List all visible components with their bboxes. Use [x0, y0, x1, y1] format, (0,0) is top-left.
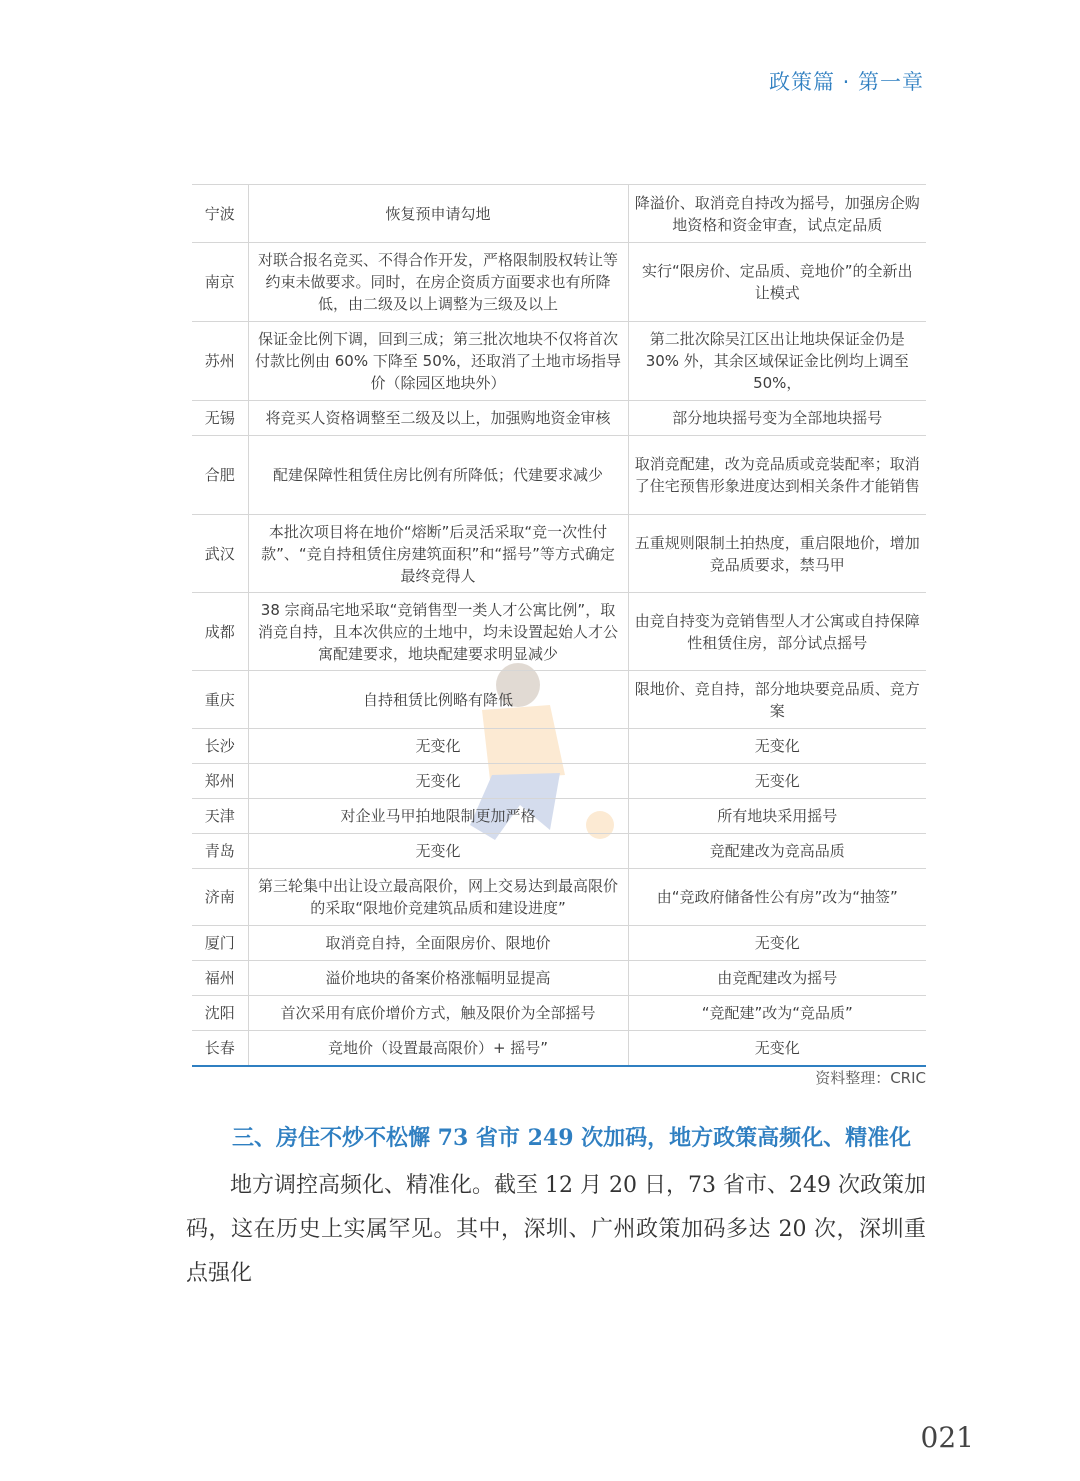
body-paragraph — [186, 1164, 926, 1296]
table-row — [192, 515, 926, 593]
rule-cell: 降溢价、取消竞自持改为摇号，加强房企购地资格和资金审查，试点定品质 — [628, 185, 926, 243]
city-cell: 苏州 — [192, 322, 248, 401]
rule-cell: 所有地块采用摇号 — [628, 799, 926, 834]
rule-cell: 五重规则限制土拍热度，重启限地价，增加竞品质要求，禁马甲 — [628, 515, 926, 593]
city-cell: 青岛 — [192, 834, 248, 869]
rule-cell: 竞配建改为竞高品质 — [628, 834, 926, 869]
change-cell: 对联合报名竞买、不得合作开发，严格限制股权转让等约束未做要求。同时，在房企资质方面要求也有所降低，由二级及以上调整为三级及以上 — [248, 243, 628, 322]
land-policy-table — [192, 184, 926, 1067]
change-cell: 竞地价（设置最高限价）+ 摇号” — [248, 1031, 628, 1066]
table-row — [192, 322, 926, 401]
rule-cell: 无变化 — [628, 729, 926, 764]
table-row — [192, 799, 926, 834]
table-row — [192, 243, 926, 322]
change-cell: 第三轮集中出让设立最高限价，网上交易达到最高限价的采取“限地价竞建筑品质和建设进度” — [248, 869, 628, 926]
chapter-header: 政策篇 · 第一章 — [768, 70, 924, 94]
city-cell: 厦门 — [192, 926, 248, 961]
change-cell: 溢价地块的备案价格涨幅明显提高 — [248, 961, 628, 996]
table-row — [192, 869, 926, 926]
change-cell: 取消竞自持，全面限房价、限地价 — [248, 926, 628, 961]
table-row — [192, 671, 926, 729]
table-source-note: 资料整理：CRIC — [815, 1069, 926, 1087]
table-row — [192, 185, 926, 243]
change-cell: 无变化 — [248, 834, 628, 869]
city-cell: 无锡 — [192, 401, 248, 436]
change-cell: 无变化 — [248, 764, 628, 799]
table-row — [192, 961, 926, 996]
city-cell: 福州 — [192, 961, 248, 996]
table-row — [192, 401, 926, 436]
rule-cell: 第二批次除吴江区出让地块保证金仍是 30% 外，其余区域保证金比例均上调至 50%， — [628, 322, 926, 401]
city-cell: 成都 — [192, 593, 248, 671]
city-cell: 济南 — [192, 869, 248, 926]
city-cell: 武汉 — [192, 515, 248, 593]
table-row — [192, 834, 926, 869]
rule-cell: 无变化 — [628, 1031, 926, 1066]
city-cell: 郑州 — [192, 764, 248, 799]
rule-cell: 由竞自持变为竞销售型人才公寓或自持保障性租赁住房，部分试点摇号 — [628, 593, 926, 671]
table-row — [192, 1031, 926, 1066]
table-row — [192, 996, 926, 1031]
table-row — [192, 764, 926, 799]
table-row — [192, 593, 926, 671]
change-cell: 无变化 — [248, 729, 628, 764]
rule-cell: 取消竞配建，改为竞品质或竞装配率；取消了住宅预售形象进度达到相关条件才能销售 — [628, 436, 926, 515]
city-cell: 长春 — [192, 1031, 248, 1066]
rule-cell: 实行“限房价、定品质、竞地价”的全新出让模式 — [628, 243, 926, 322]
city-cell: 南京 — [192, 243, 248, 322]
rule-cell: 无变化 — [628, 926, 926, 961]
change-cell: 将竞买人资格调整至二级及以上，加强购地资金审核 — [248, 401, 628, 436]
city-cell: 长沙 — [192, 729, 248, 764]
rule-cell: 部分地块摇号变为全部地块摇号 — [628, 401, 926, 436]
change-cell: 自持租赁比例略有降低 — [248, 671, 628, 729]
rule-cell: 无变化 — [628, 764, 926, 799]
change-cell: 配建保障性租赁住房比例有所降低；代建要求减少 — [248, 436, 628, 515]
rule-cell: “竞配建”改为“竞品质” — [628, 996, 926, 1031]
change-cell: 38 宗商品宅地采取“竞销售型一类人才公寓比例”，取消竞自持，且本次供应的土地中，均未设置起始人才公寓配建要求，地块配建要求明显减少 — [248, 593, 628, 671]
table-row — [192, 436, 926, 515]
city-cell: 宁波 — [192, 185, 248, 243]
section-heading: 三、房住不炒不松懈 73 省市 249 次加码，地方政策高频化、精准化 — [232, 1125, 912, 1151]
table-row — [192, 926, 926, 961]
rule-cell: 限地价、竞自持，部分地块要竞品质、竞方案 — [628, 671, 926, 729]
page-number: 021 — [920, 1421, 974, 1454]
city-cell: 合肥 — [192, 436, 248, 515]
city-cell: 重庆 — [192, 671, 248, 729]
paragraph-text: 地方调控高频化、精准化。截至 12 月 20 日，73 省市、249 次政策加码，这在历史上实属罕见。其中，深圳、广州政策加码多达 20 次，深圳重点强化 — [186, 1173, 926, 1286]
change-cell: 本批次项目将在地价“熔断”后灵活采取“竞一次性付款”、“竞自持租赁住房建筑面积”和“摇号”等方式确定最终竞得人 — [248, 515, 628, 593]
table-row — [192, 729, 926, 764]
rule-cell: 由竞配建改为摇号 — [628, 961, 926, 996]
change-cell: 保证金比例下调，回到三成；第三批次地块不仅将首次付款比例由 60% 下降至 50%，还取消了土地市场指导价（除园区地块外） — [248, 322, 628, 401]
city-cell: 沈阳 — [192, 996, 248, 1031]
change-cell: 首次采用有底价增价方式，触及限价为全部摇号 — [248, 996, 628, 1031]
change-cell: 恢复预申请勾地 — [248, 185, 628, 243]
change-cell: 对企业马甲拍地限制更加严格 — [248, 799, 628, 834]
rule-cell: 由“竞政府储备性公有房”改为“抽签” — [628, 869, 926, 926]
city-cell: 天津 — [192, 799, 248, 834]
